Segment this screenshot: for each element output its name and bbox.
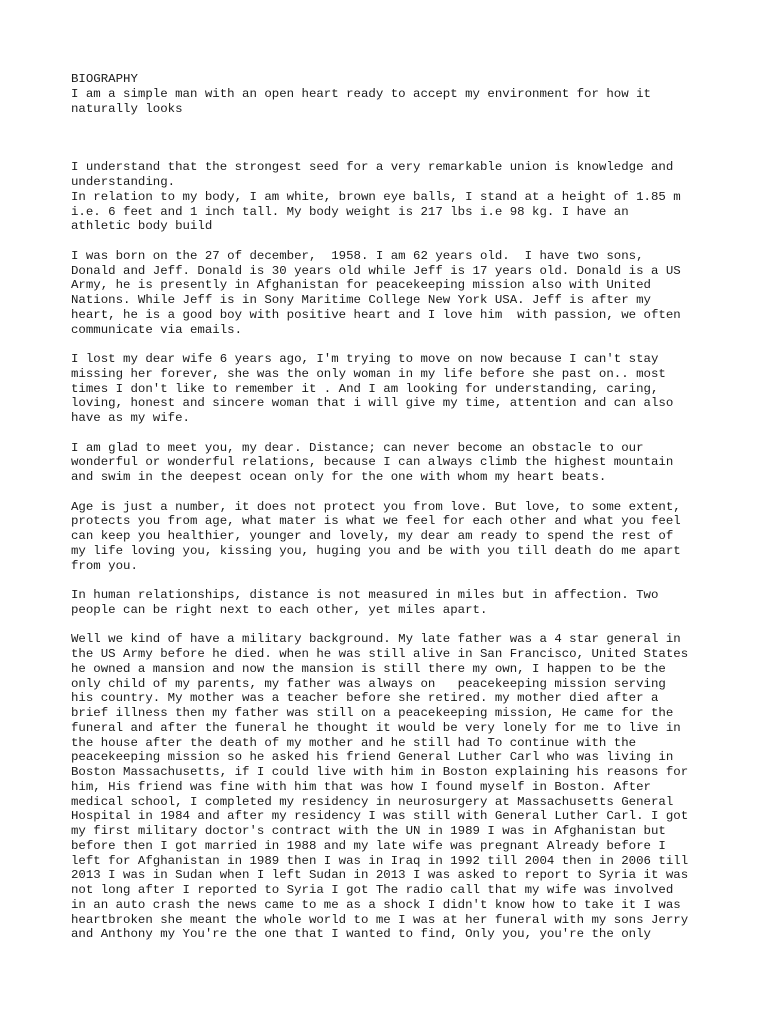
text-line: my first military doctor's contract with the UN in 1989 I was in Afghanistan but [71,824,666,838]
text-line: protects you from age, what mater is what we feel for each other and what you feel [71,514,681,529]
text-line: Boston Massachusetts, if I could live with him in Boston explaining his reasons for [71,765,689,779]
text-line: I understand that the strongest seed for a very remarkable union is knowledge and [71,160,674,175]
paragraph-wife [71,352,731,426]
text-line: he owned a mansion and now the mansion is still there my own, I happen to be the [71,661,666,676]
text-line: wonderful or wonderful relations, because I can always climb the highest mountain [71,455,674,470]
text-line: Nations. While Jeff is in Sony Maritime College New York USA. Jeff is after my [71,293,651,307]
text-line: i.e. 6 feet and 1 inch tall. My body weight is 217 lbs i.e 98 kg. I have an [71,204,629,219]
text-line: I was born on the 27 of december, 1958. I am 62 years old. I have two sons, [71,248,644,263]
paragraph-relationships [71,588,731,618]
text-line: Well we kind of have a military background. My late father was a 4 star general in [71,632,681,647]
spacer [71,426,731,441]
text-line: brief illness then my father was still on a peacekeeping mission, He came for the [71,706,674,720]
paragraph-body [71,160,731,234]
spacer [71,116,731,160]
text-line: I am glad to meet you, my dear. Distance; can never become an obstacle to our [71,440,644,455]
paragraph-family [71,249,731,338]
text-line: Donald and Jeff. Donald is 30 years old while Jeff is 17 years old. Donald is a US [71,263,681,278]
text-line: In relation to my body, I am white, brown eye balls, I stand at a height of 1.85 m [71,189,681,204]
text-line: heartbroken she meant the whole world to me I was at her funeral with my sons Jerry [71,912,689,927]
spacer [71,618,731,633]
spacer [71,573,731,588]
text-line: understanding. [71,175,176,189]
text-line: naturally looks [71,101,183,116]
text-line: heart, he is a good boy with positive heart and I love him with passion, we often [71,307,681,322]
text-line: I lost my dear wife 6 years ago, I'm trying to move on now because I can't stay [71,352,659,366]
intro-paragraph [71,87,731,117]
paragraph-military [71,632,731,942]
text-line: peacekeeping mission so he asked his friend General Luther Carl who was living in [71,750,674,765]
text-line: times I don't like to remember it . And I am looking for understanding, caring, [71,381,659,396]
text-line: my life loving you, kissing you, huging you and be with you till death do me apart [71,543,681,558]
text-line: athletic body build [71,219,213,234]
spacer [71,234,731,249]
document-heading: BIOGRAPHY [71,72,138,86]
text-line: communicate via emails. [71,322,243,337]
text-line: In human relationships, distance is not measured in miles but in affection. Two [71,588,659,602]
spacer [71,485,731,500]
text-line: funeral and after the funeral he thought it would be very lonely for me to live in [71,720,681,735]
text-line: 2013 I was in Sudan when I left Sudan in 2013 I was asked to report to Syria it was [71,868,689,883]
document-page [71,72,731,942]
text-line: him, His friend was fine with him that was how I found myself in Boston. After [71,779,651,794]
text-line: people can be right next to each other, yet miles apart. [71,602,488,617]
paragraph-age [71,500,731,574]
text-line: the US Army before he died. when he was still alive in San Francisco, United States [71,647,689,661]
text-line: medical school, I completed my residency in neurosurgery at Massachusetts General [71,794,674,809]
text-line: Army, he is presently in Afghanistan for peacekeeping mission also with United [71,278,651,293]
text-line: before then I got married in 1988 and my late wife was pregnant Already before I [71,838,666,853]
text-line: not long after I reported to Syria I got The radio call that my wife was involved [71,883,674,897]
text-line: Age is just a number, it does not protect you from love. But love, to some extent, [71,499,681,514]
text-line: from you. [71,558,138,573]
text-line: Hospital in 1984 and after my residency I was still with General Luther Carl. I got [71,809,689,824]
text-line: left for Afghanistan in 1989 then I was in Iraq in 1992 till 2004 then in 2006 till [71,853,689,868]
spacer [71,337,731,352]
paragraph-distance [71,441,731,485]
text-line: have as my wife. [71,411,190,425]
text-line: missing her forever, she was the only woman in my life before she past on.. most [71,366,666,381]
text-line: only child of my parents, my father was always on peacekeeping mission serving [71,676,666,691]
text-line: and swim in the deepest ocean only for the one with whom my heart beats. [71,470,607,484]
text-line: the house after the death of my mother and he still had To continue with the [71,735,637,750]
text-line: loving, honest and sincere woman that i will give my time, attention and can also [71,396,674,411]
text-line: I am a simple man with an open heart ready to accept my environment for how it [71,86,651,101]
text-line: his country. My mother was a teacher before she retired. my mother died after a [71,691,659,706]
text-line: in an auto crash the news came to me as a shock I didn't know how to take it I was [71,897,681,912]
text-line: can keep you healthier, younger and lovely, my dear am ready to spend the rest of [71,529,674,543]
text-line: and Anthony my You're the one that I wanted to find, Only you, you're the only [71,927,651,942]
